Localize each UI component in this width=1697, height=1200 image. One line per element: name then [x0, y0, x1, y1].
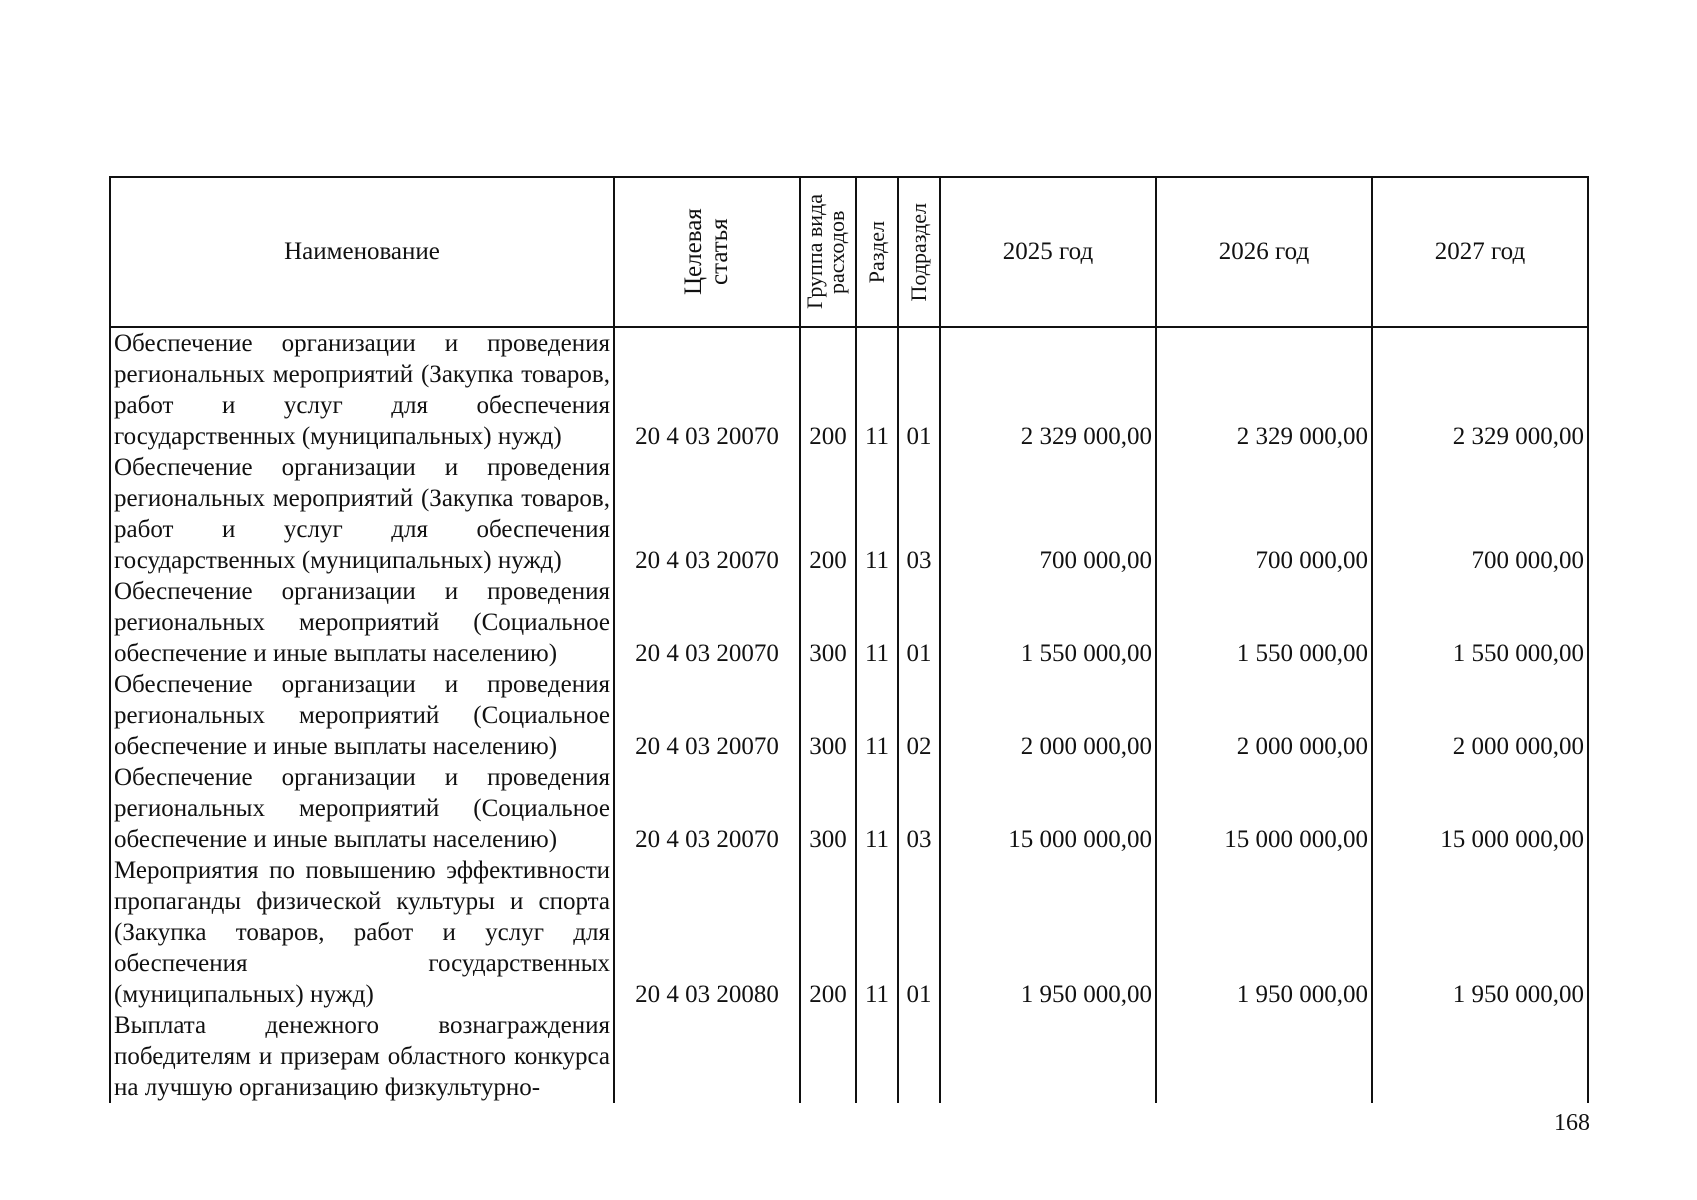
table-row: [110, 576, 1588, 669]
target-article-cell: 20 4 03 20070: [614, 327, 800, 452]
row-name-cell: Обеспечение организации и проведения региональных мероприятий (Закупка товаров, работ и услуг для обеспечения государственных (муниципальных) нужд): [110, 327, 614, 452]
amount-2026-cell: 1 950 000,00: [1156, 855, 1372, 1010]
amount-2026-cell: 700 000,00: [1156, 452, 1372, 576]
header-target-article: [614, 177, 800, 327]
expense-group-cell: 200: [800, 327, 856, 452]
amount-2026-cell: 15 000 000,00: [1156, 762, 1372, 855]
expense-group-cell: 300: [800, 762, 856, 855]
expense-group-cell: 300: [800, 669, 856, 762]
table-row: [110, 855, 1588, 1010]
target-article-cell: 20 4 03 20070: [614, 669, 800, 762]
amount-2025-cell: 2 000 000,00: [940, 669, 1156, 762]
target-article-cell: 20 4 03 20080: [614, 855, 800, 1010]
row-name-cell: Выплата денежного вознаграждения победителям и призерам областного конкурса на лучшую организацию физкультурно-: [110, 1010, 614, 1103]
amount-2026-cell: [1156, 1010, 1372, 1103]
table-row: [110, 1010, 1588, 1103]
header-section-label: Раздел: [864, 220, 889, 284]
table-row: [110, 327, 1588, 452]
subsection-cell: 03: [898, 762, 940, 855]
expense-group-cell: 200: [800, 452, 856, 576]
amount-2027-cell: 1 950 000,00: [1372, 855, 1588, 1010]
amount-2027-cell: 2 000 000,00: [1372, 669, 1588, 762]
table-row: [110, 669, 1588, 762]
header-year-2026: 2026 год: [1156, 177, 1372, 327]
table-header-row: [110, 177, 1588, 327]
header-subsection: [898, 177, 940, 327]
header-name: Наименование: [110, 177, 614, 327]
header-expense-group-label: Группа вида расходов: [802, 194, 849, 310]
section-cell: 11: [856, 669, 898, 762]
target-article-cell: 20 4 03 20070: [614, 762, 800, 855]
amount-2025-cell: 1 950 000,00: [940, 855, 1156, 1010]
amount-2025-cell: 15 000 000,00: [940, 762, 1156, 855]
amount-2025-cell: 2 329 000,00: [940, 327, 1156, 452]
page-number: 168: [1554, 1110, 1590, 1136]
row-name-cell: Обеспечение организации и проведения региональных мероприятий (Социальное обеспечение и иные выплаты населению): [110, 669, 614, 762]
amount-2027-cell: 700 000,00: [1372, 452, 1588, 576]
target-article-cell: [614, 1010, 800, 1103]
subsection-cell: 02: [898, 669, 940, 762]
row-name-cell: Мероприятия по повышению эффективности пропаганды физической культуры и спорта (Закупка товаров, работ и услуг для обеспечения государственных (муниципальных) нужд): [110, 855, 614, 1010]
amount-2025-cell: [940, 1010, 1156, 1103]
subsection-cell: 01: [898, 327, 940, 452]
row-name-cell: Обеспечение организации и проведения региональных мероприятий (Закупка товаров, работ и услуг для обеспечения государственных (муниципальных) нужд): [110, 452, 614, 576]
row-name-cell: Обеспечение организации и проведения региональных мероприятий (Социальное обеспечение и иные выплаты населению): [110, 576, 614, 669]
table-body: [110, 327, 1588, 1103]
expense-group-cell: 200: [800, 855, 856, 1010]
subsection-cell: 01: [898, 855, 940, 1010]
target-article-cell: 20 4 03 20070: [614, 576, 800, 669]
table-row: [110, 452, 1588, 576]
amount-2027-cell: 15 000 000,00: [1372, 762, 1588, 855]
header-year-2025: 2025 год: [940, 177, 1156, 327]
amount-2025-cell: 700 000,00: [940, 452, 1156, 576]
section-cell: 11: [856, 576, 898, 669]
amount-2027-cell: [1372, 1010, 1588, 1103]
amount-2025-cell: 1 550 000,00: [940, 576, 1156, 669]
amount-2026-cell: 2 000 000,00: [1156, 669, 1372, 762]
header-year-2027: 2027 год: [1372, 177, 1588, 327]
subsection-cell: 01: [898, 576, 940, 669]
amount-2027-cell: 2 329 000,00: [1372, 327, 1588, 452]
expense-group-cell: [800, 1010, 856, 1103]
table-row: [110, 762, 1588, 855]
header-expense-group: [800, 177, 856, 327]
header-section: [856, 177, 898, 327]
section-cell: [856, 1010, 898, 1103]
header-subsection-label: Подраздел: [906, 202, 931, 302]
section-cell: 11: [856, 855, 898, 1010]
subsection-cell: 03: [898, 452, 940, 576]
target-article-cell: 20 4 03 20070: [614, 452, 800, 576]
header-target-article-label: Целевая статья: [680, 208, 733, 296]
amount-2027-cell: 1 550 000,00: [1372, 576, 1588, 669]
amount-2026-cell: 2 329 000,00: [1156, 327, 1372, 452]
expense-group-cell: 300: [800, 576, 856, 669]
section-cell: 11: [856, 327, 898, 452]
budget-table: [109, 176, 1589, 1103]
row-name-cell: Обеспечение организации и проведения региональных мероприятий (Социальное обеспечение и иные выплаты населению): [110, 762, 614, 855]
section-cell: 11: [856, 762, 898, 855]
amount-2026-cell: 1 550 000,00: [1156, 576, 1372, 669]
section-cell: 11: [856, 452, 898, 576]
subsection-cell: [898, 1010, 940, 1103]
